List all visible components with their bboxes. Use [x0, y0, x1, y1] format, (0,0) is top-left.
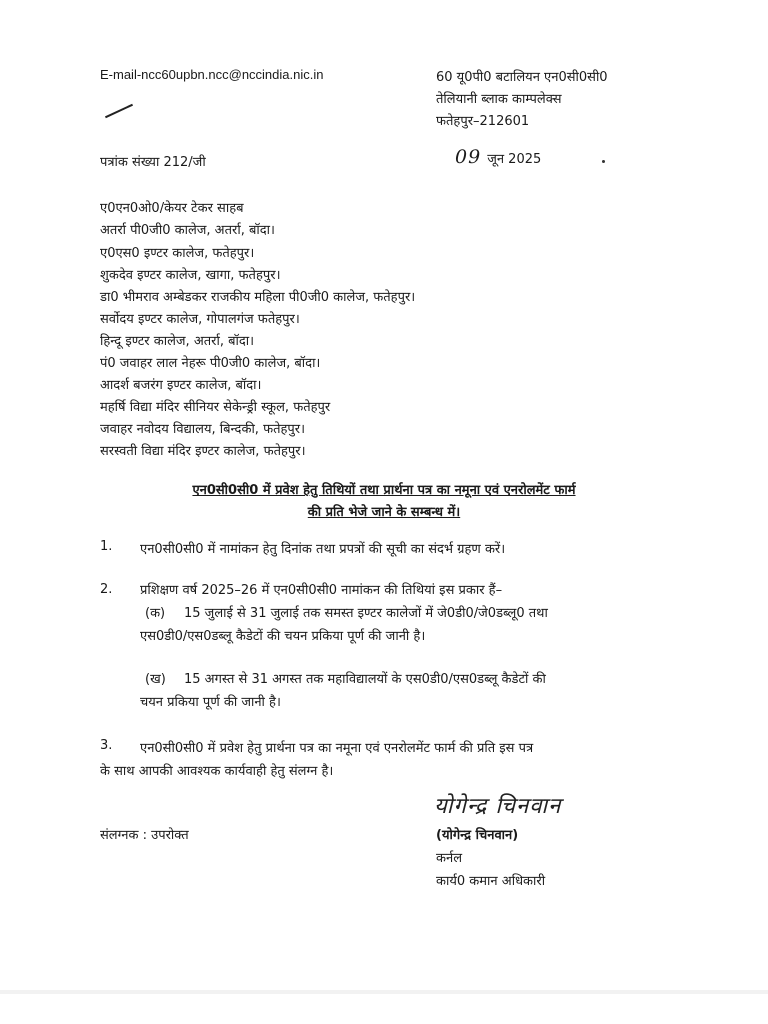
point-3-line1: एन0सी0सी0 में प्रवेश हेतु प्रार्थना पत्र का नमूना एवं एनरोलमेंट फार्म की प्रति इस पत्र — [140, 741, 534, 756]
recipient-item: अतर्रा पी0जी0 कालेज, अतर्रा, बॉदा। — [100, 223, 275, 238]
recipient-item: डा0 भीमराव अम्बेडकर राजकीय महिला पी0जी0 कालेज, फतेहपुर। — [100, 290, 416, 305]
point-2a-line1: 15 जुलाई से 31 जुलाई तक समस्त इण्टर कालेजों में जे0डी0/जे0डब्लू0 तथा — [184, 606, 548, 621]
subject-line1: एन0सी0सी0 में प्रवेश हेतु तिथियों तथा प्रार्थना पत्र का नमूना एवं एनरोलमेंट फार्म — [192, 483, 576, 498]
date-rest: जून 2025 — [487, 152, 542, 167]
letter-date — [455, 146, 541, 168]
recipient-item: शुकदेव इण्टर कालेज, खागा, फतेहपुर। — [100, 268, 281, 283]
recipient-item: हिन्दू इण्टर कालेज, अतर्रा, बॉदा। — [100, 334, 255, 349]
enclosure-note: संलग्नक : उपरोक्त — [100, 828, 189, 843]
signatory-name: (योगेन्द्र चिनवान) — [436, 828, 519, 843]
recipient-item: आदर्श बजरंग इण्टर कालेज, बॉदा। — [100, 378, 262, 393]
header-address-line2: तेलियानी ब्लाक काम्पलेक्स — [436, 92, 562, 107]
handwritten-signature: योगेन्द्र चिनवान — [434, 794, 562, 819]
recipient-item: ए0एस0 इण्टर कालेज, फतेहपुर। — [100, 246, 255, 261]
date-day: 09 — [455, 146, 482, 168]
point-2b-line2: चयन प्रकिया पूर्ण की जानी है। — [140, 695, 281, 710]
point-2a-line2: एस0डी0/एस0डब्लू कैडेटों की चयन प्रकिया पूर्ण की जानी है। — [140, 629, 426, 644]
recipient-item: सर्वोदय इण्टर कालेज, गोपालगंज फतेहपुर। — [100, 312, 300, 327]
point-1-number: 1. — [100, 539, 113, 554]
recipient-item: ए0एन0ओ0/केयर टेकर साहब — [100, 201, 244, 216]
recipient-item: जवाहर नवोदय विद्यालय, बिन्दकी, फतेहपुर। — [100, 422, 306, 437]
header-email: E-mail-ncc60upbn.ncc@nccindia.nic.in — [100, 67, 324, 82]
point-2-text: प्रशिक्षण वर्ष 2025–26 में एन0सी0सी0 नामांकन की तिथियां इस प्रकार हैं– — [140, 583, 503, 598]
point-2b-line1: 15 अगस्त से 31 अगस्त तक महाविद्यालयों के एस0डी0/एस0डब्लू कैडेटों की — [184, 672, 546, 687]
point-3-line2: के साथ आपकी आवश्यक कार्यवाही हेतु संलग्न है। — [100, 764, 334, 779]
recipient-item: पं0 जवाहर लाल नेहरू पी0जी0 कालेज, बॉदा। — [100, 356, 321, 371]
header-address-line1: 60 यू0पी0 बटालियन एन0सी0सी0 — [436, 70, 608, 85]
stray-dot — [602, 160, 605, 163]
header-address-line3: फतेहपुर–212601 — [436, 114, 530, 129]
point-2b-label: (ख) — [145, 672, 166, 687]
recipient-item: सरस्वती विद्या मंदिर इण्टर कालेज, फतेहपुर। — [100, 444, 306, 459]
point-2a-label: (क) — [145, 606, 166, 621]
point-1-text: एन0सी0सी0 में नामांकन हेतु दिनांक तथा प्रपत्रों की सूची का संदर्भ ग्रहण करें। — [140, 542, 506, 557]
reference-number: पत्रांक संख्या 212/जी — [100, 155, 206, 170]
point-3-number: 3. — [100, 738, 113, 753]
page-edge-shadow — [0, 990, 768, 994]
point-2-number: 2. — [100, 582, 113, 597]
recipient-item: महर्षि विद्या मंदिर सीनियर सेकेन्ड्री स्कूल, फतेहपुर — [100, 400, 331, 415]
subject-line2: की प्रति भेजे जाने के सम्बन्ध में। — [307, 505, 461, 520]
pen-stroke-mark — [105, 104, 133, 118]
signatory-rank: कर्नल — [436, 851, 463, 866]
signatory-designation: कार्य0 कमान अधिकारी — [436, 874, 546, 889]
